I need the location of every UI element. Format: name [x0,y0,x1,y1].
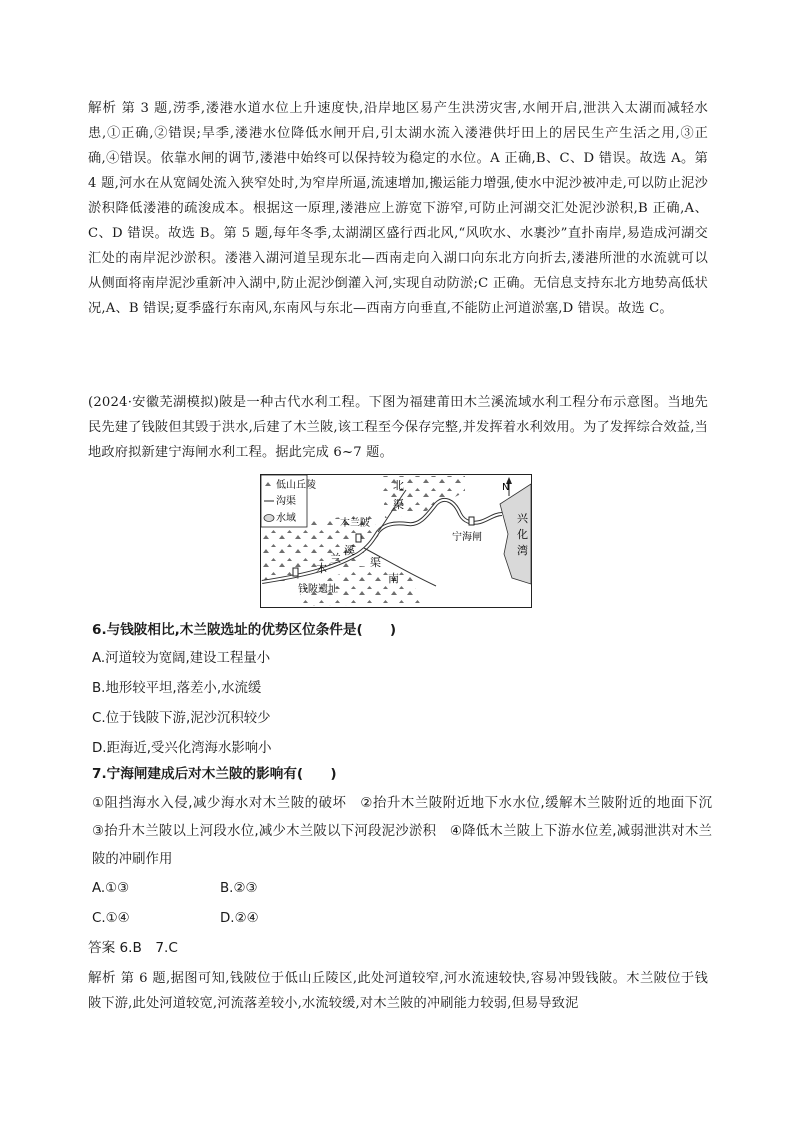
label-ninghaizha: 宁海闸 [452,532,482,543]
question-intro: (2024·安徽芜湖模拟)陂是一种古代水利工程。下图为福建莆田木兰溪流域水利工程分布示意图。当地先民先建了钱陂但其毁于洪水,后建了木兰陂,该工程至今保存完整,并发挥着水利效用。为了发挥综合效益,当地政府拟新建宁海闸水利工程。据此完成 6~7 题。 [88,395,709,460]
explanation-text: 第 3 题,涝季,溇港水道水位上升速度快,沿岸地区易产生洪涝灾害,水闸开启,泄洪入太湖而减轻水患,①正确,②错误;旱季,溇港水位降低水闸开启,引太湖水流入溇港供圩田上的居民生产生活之用,③正确,④错误。依靠水闸的调节,溇港中始终可以保持较为稳定的水位。A 正确,B、C、D 错误。故选 A。第 4 题,河水在从宽阔处流入狭窄处时,为窄岸所逼,流速增加,搬运能力增强,使水中泥沙被冲走,可以防止泥沙淤积降低溇港的疏浚成本。根据这一原理,溇港应上游宽下游窄,可防止河湖交汇处泥沙淤积,B 正确,A、C、D 错误。故选 B。第 5 题,每年冬季,太湖湖区盛行西北风,“风吹水、水裹沙”直扑南岸,易造成河湖交汇处的南岸泥沙淤积。溇港入湖河道呈现东北—西南走向入湖口向东北方向折去,溇港所泄的水流就可以从侧面将南岸泥沙重新冲入湖中,防止泥沙倒灌入河,实现自动防淤;C 正确。无信息支持东北方地势高低状况,A、B 错误;夏季盛行东南风,东南风与东北—西南方向垂直,不能防止河道淤塞,D 错误。故选 C。 [88,101,708,316]
label-qu-north: 渠 [393,498,404,511]
label-mulanbei: 木兰陂 [340,518,370,529]
north-label: N [502,482,510,493]
q6-option-d[interactable]: D.距海近,受兴化湾海水影响小 [92,741,272,756]
explanation-label: 解析 [88,100,117,116]
q7-option-c[interactable]: C.①④ [92,911,130,926]
label-qu-south: 渠 [370,556,381,569]
explanation-paragraph-1 [88,96,708,321]
label-mu: 木 [316,562,327,575]
answer-label: 答案 [88,940,116,956]
answer-text: 6.B 7.C [119,940,178,956]
explanation-label-2: 解析 [88,970,117,986]
label-qianbei: 钱陂遗址 [298,584,338,595]
q6-option-a[interactable]: A.河道较为宽阔,建设工程量小 [92,651,271,666]
ninghaizha-dam [469,517,474,525]
mulanbei-dam [356,534,361,542]
explanation-text-2: 第 6 题,据图可知,钱陂位于低山丘陵区,此处河道较窄,河水流速较快,容易冲毁钱陂。木兰陂位于钱陂下游,此处河道较宽,河流落差较小,水流较缓,对木兰陂的冲刷能力较弱,但易导致泥 [88,971,708,1011]
label-xi: 溪 [344,544,355,557]
explanation-paragraph-2 [88,966,708,1016]
water-legend-icon [264,515,274,522]
q6-option-c[interactable]: C.位于钱陂下游,泥沙沉积较少 [92,711,271,726]
legend-water: 水域 [276,513,296,524]
q6-option-b[interactable]: B.地形较平坦,落差小,水流缓 [92,681,262,696]
qianbei-dam [293,568,298,576]
legend-hills: 低山丘陵 [276,480,316,491]
label-wan: 湾 [517,544,528,557]
q7-option-d[interactable]: D.②④ [220,911,259,926]
q7-option-a[interactable]: A.①③ [92,881,130,896]
legend-canal: 沟渠 [276,496,296,507]
label-xing: 兴 [517,512,528,525]
label-hua: 化 [517,528,528,541]
mulanxi-map [260,474,532,608]
question-7-body: ①阻挡海水入侵,减少海水对木兰陂的破坏 ②抬升木兰陂附近地下水水位,缓解木兰陂附近的地面下沉 ③抬升木兰陂以上河段水位,减少木兰陂以下河段泥沙淤积 ④降低木兰陂上下游水位差,减弱泄洪对木兰陂的冲刷作用 [92,796,726,867]
answer-line [88,938,178,958]
q7-option-b[interactable]: B.②③ [220,881,258,896]
label-lan: 兰 [330,552,341,565]
question-7-stem: 7.宁海闸建成后对木兰陂的影响有( ) [92,766,337,782]
label-bei: 北 [393,479,404,492]
question-6-stem: 6.与钱陂相比,木兰陂选址的优势区位条件是( ) [92,622,397,638]
label-nan: 南 [388,572,399,585]
